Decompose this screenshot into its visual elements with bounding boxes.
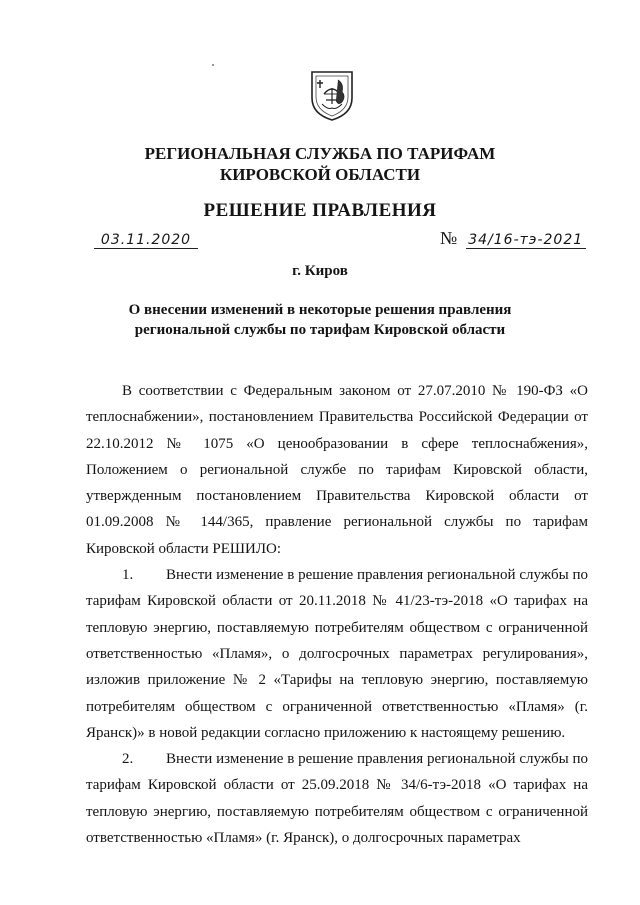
- intro-paragraph: В соответствии с Федеральным законом от 27.07.2010 № 190-ФЗ «О теплоснабжении», постановлением Правительства Российской Федерации от 22.10.2012 № 1075 «О ценообразовании в сфере теплоснабжения», Положением о региональной службе по тарифам Кировской области, утвержденным постановлением Правительства Кировской области от 01.09.2008 № 144/365, правление региональной службы по тарифам Кировской области РЕШИЛО:: [86, 383, 588, 557]
- agency-name-line1: РЕГИОНАЛЬНАЯ СЛУЖБА ПО ТАРИФАМ: [144, 144, 496, 163]
- subject-line2: региональной службы по тарифам Кировской области: [134, 322, 506, 338]
- document-date: 03.11.2020: [94, 232, 198, 249]
- item-1-number: 1.: [122, 567, 134, 584]
- item-1: [86, 562, 588, 746]
- agency-name-line2: КИРОВСКОЙ ОБЛАСТИ: [219, 165, 421, 184]
- item-2-text: Внести изменение в решение правления региональной службы по тарифам Кировской области от 25.09.2018 № 34/6-тэ-2018 «О тарифах на тепловую энергию, поставляемую потребителям обществом с ограниченной ответственностью «Пламя» (г. Яранск), о долгосрочных параметрах: [86, 751, 588, 847]
- document-type: РЕШЕНИЕ ПРАВЛЕНИЯ: [203, 200, 437, 221]
- coat-of-arms-icon: [302, 70, 362, 122]
- document-number: [440, 228, 586, 249]
- city: г. Киров: [292, 263, 348, 279]
- item-2: [86, 746, 588, 851]
- agency-name: [0, 143, 640, 185]
- item-2-number: 2.: [122, 751, 134, 768]
- number-value: 34/16-тэ-2021: [466, 232, 586, 249]
- item-1-text: Внести изменение в решение правления региональной службы по тарифам Кировской области от 20.11.2018 № 41/23-тэ-2018 «О тарифах на тепловую энергию, поставляемую потребителям обществом с ограниченной ответственностью «Пламя», о долгосрочных параметрах регулирования», изложив приложение № 2 «Тарифы на тепловую энергию, поставляемую потребителям обществом с ограниченной ответственностью «Пламя» (г. Яранск)» в новой редакции согласно приложению к настоящему решению.: [86, 567, 588, 741]
- subject-title: [0, 300, 640, 340]
- scan-speck: [212, 64, 214, 66]
- number-sign: №: [440, 228, 458, 248]
- subject-line1: О внесении изменений в некоторые решения правления: [128, 302, 512, 318]
- body-text: [86, 378, 588, 851]
